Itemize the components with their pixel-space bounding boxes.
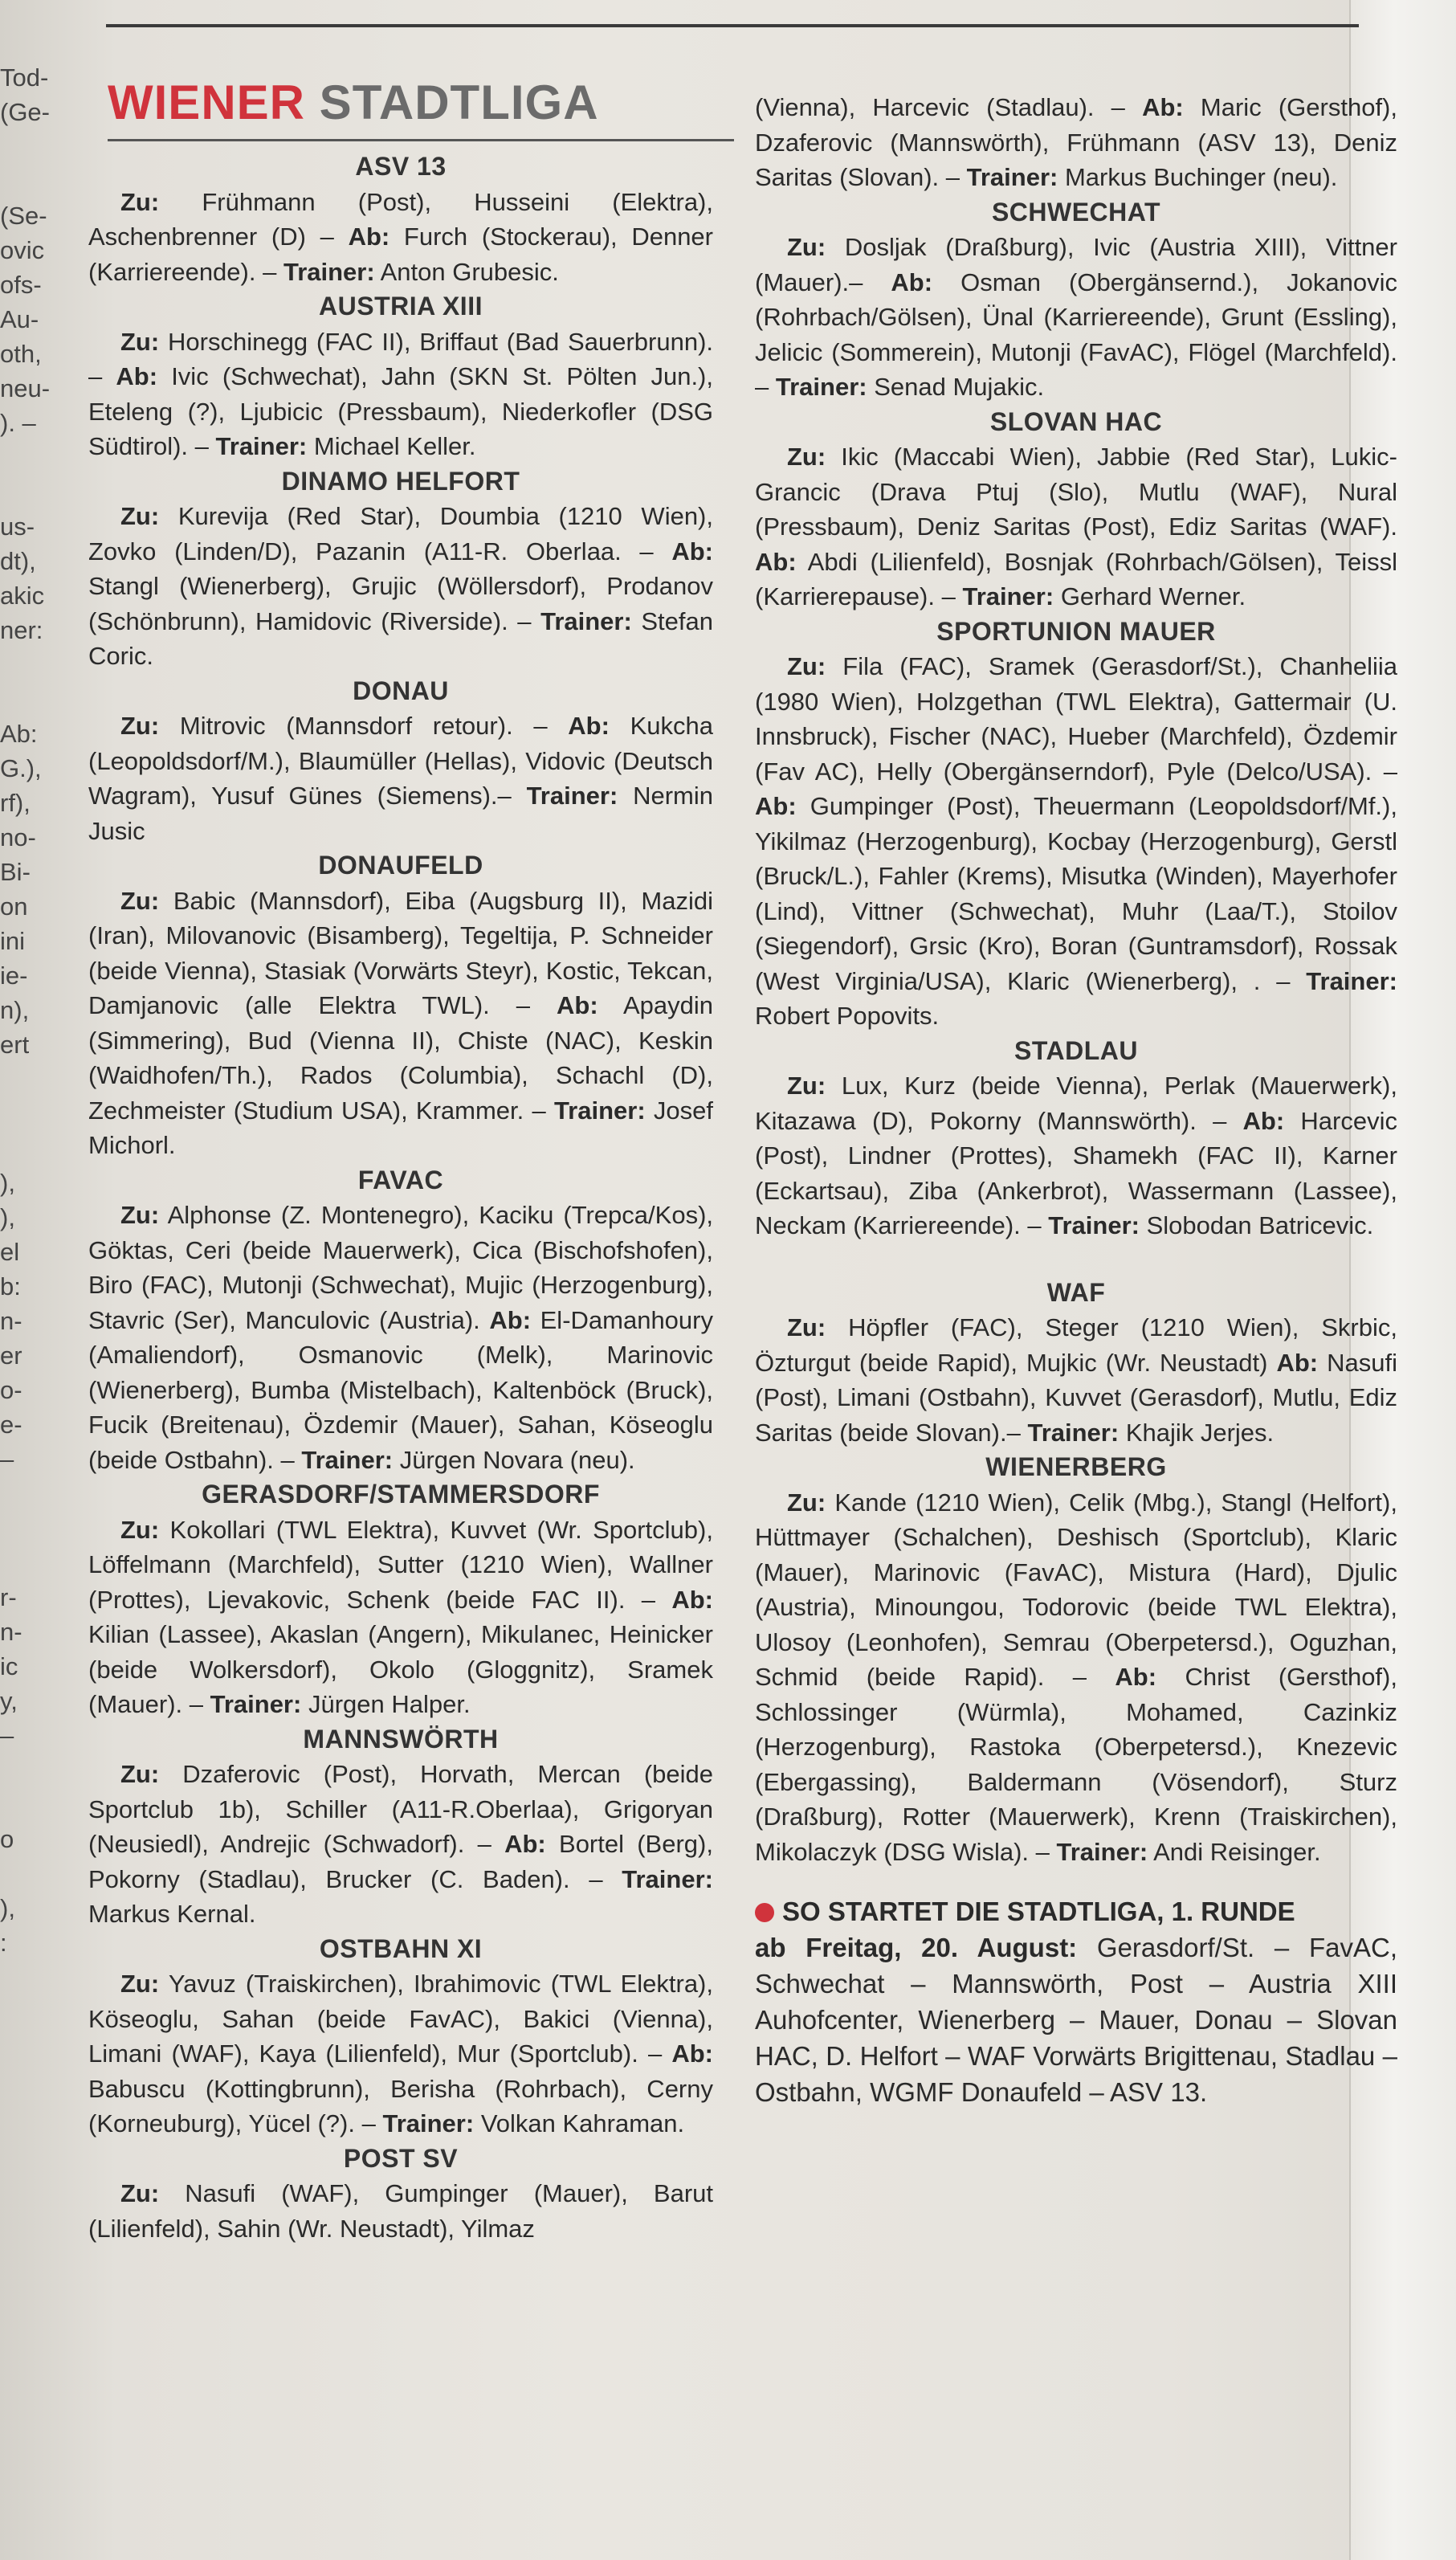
left-fragment [0,1856,50,1891]
trainer-text: Robert Popovits. [755,1002,940,1030]
ab-text: Christ (Gersthof), Schlossinger (Würmla), Mohamed, Cazinkiz (Herzogenburg), Rastoka (Oberpetersd.), Knezevic (Ebergassing), Baldermann (Vösendorf), Sturz (Draßburg), Rotter (Mauerwerk), Krenn (Traiskirchen), Mikolaczyk (DSG Wisla). – [755,1663,1397,1866]
team-transfers [755,1310,1397,1450]
post-cont-ab-label: Ab: [1142,93,1184,121]
team-list-right [755,195,1397,1870]
trainer-label: Trainer: [215,432,308,460]
team-name: STADLAU [1014,1035,1138,1065]
team-block [88,1477,713,1722]
round1-box [755,1893,1397,2110]
left-fragment: o- [0,1376,22,1404]
trainer-label: Trainer: [962,582,1054,610]
zu-label: Zu: [120,2179,160,2207]
bullet-icon [755,1903,774,1922]
post-cont-trainer-label: Trainer: [966,163,1058,191]
ab-text: Ivic (Schwechat), Jahn (SKN St. Pölten Jun.), Eteleng (?), Ljubicic (Pressbaum), Niederkofler (DSG Südtirol). – [88,362,713,460]
ab-text: Furch (Stockerau), Denner (Karriereende). – [88,223,714,286]
team-name: AUSTRIA XIII [319,292,483,321]
left-fragment: akic [0,582,45,610]
trainer-text: Stefan Coric. [88,606,713,670]
left-fragment: e- [0,1411,22,1439]
team-block [88,2141,713,2247]
zu-label: Zu: [120,1201,160,1229]
team-transfers [755,230,1397,405]
left-fragment: o [0,1825,14,1853]
ab-label: Ab: [755,547,797,576]
left-fragment: us- [0,512,35,541]
trainer-text: Anton Grubesic. [380,257,559,286]
left-fragment [0,647,50,682]
team-transfers [88,1198,713,1477]
team-transfers [88,1966,713,2141]
ab-label: Ab: [557,991,598,1019]
trainer-text: Slobodan Batricevic. [1146,1211,1374,1239]
team-name: WAF [1046,1277,1106,1307]
team-name: ASV 13 [355,152,447,181]
ab-label: Ab: [504,1830,546,1858]
left-fragment [0,682,50,717]
team-block [88,1932,713,2141]
team-transfers [755,1485,1397,1870]
left-fragment [0,1787,50,1822]
trainer-text: Michael Keller. [313,432,476,460]
trainer-label: Trainer: [775,373,867,401]
trainer-text: Andi Reisinger. [1153,1837,1321,1866]
trainer-text: Markus Kernal. [88,1900,256,1928]
zu-text: Ikic (Maccabi Wien), Jabbie (Red Star), Lukic-Grancic (Drava Ptuj (Slo), Mutlu (WAF), Nural (Pressbaum), Deniz Saritas (Post), Ediz Saritas (WAF). [755,443,1397,541]
section-title-grey: STADTLIGA [319,76,599,129]
left-fragment [0,1960,50,1995]
zu-label: Zu: [787,1488,826,1517]
team-name: OSTBAHN XI [319,1933,483,1963]
left-fragment: rf), [0,789,31,817]
zu-text: Nasufi (WAF), Gumpinger (Mauer), Barut (Lilienfeld), Sahin (Wr. Neustadt), Yilmaz [88,2179,713,2243]
left-fragment: r- [0,1583,17,1611]
ab-text: Kukcha (Leopoldsdorf/M.), Blaumüller (Hellas), Vidovic (Deutsch Wagram), Yusuf Günes (Siemens).– [88,712,713,810]
team-block [755,1034,1397,1243]
trainer-label: Trainer: [283,257,375,286]
left-fragment: ), [0,1894,15,1922]
ab-label: Ab: [891,267,933,296]
left-fragment: ic [0,1652,18,1680]
zu-label: Zu: [120,712,160,740]
trainer-text: Nermin Jusic [88,782,713,845]
trainer-label: Trainer: [1306,966,1397,995]
ab-text: Abdi (Lilienfeld), Bosnjak (Rohrbach/Gölsen), Teissl (Karrierepause). – [755,547,1397,610]
team-transfers [88,1757,713,1932]
zu-text: Kokollari (TWL Elektra), Kuvvet (Wr. Sportclub), Löffelmann (Marchfeld), Sutter (1210 Wien), Wallner (Prottes), Ljevakovic, Schenk (beide FAC II). – [88,1515,713,1614]
team-block [88,848,713,1163]
ab-label: Ab: [1242,1106,1285,1135]
spacer [755,1243,1397,1276]
team-transfers [88,708,713,848]
ab-label: Ab: [671,1585,713,1614]
zu-text: Lux, Kurz (beide Vienna), Perlak (Mauerwerk), Kitazawa (D), Pokorny (Mannswörth). – [755,1072,1397,1135]
left-fragment: Au- [0,305,39,333]
ab-text: Gumpinger (Post), Theuermann (Leopoldsdorf/Mf.), Yikilmaz (Herzogenburg), Kocbay (Herzogenburg), Gerstl (Bruck/L.), Fahler (Krems), Misutka (Winden), Mayerhofer (Lind), Vittner (Schwechat), Muhr (Laa/T.), Stoilov (Siegendorf), Grsic (Kro), Boran (Guntramsdorf), Rossak (West Virginia/USA), Klaric (Wienerberg), . – [755,792,1397,995]
trainer-label: Trainer: [301,1445,394,1474]
left-fragment: G.), [0,754,42,782]
section-title [108,76,734,141]
round1-fixtures: Gerasdorf/St. – FavAC, Schwechat – Mannswörth, Post – Austria XIII Auhofcenter, Wienerberg – Mauer, Donau – Slovan HAC, D. Helfort – WAF Vorwärts Brigittenau, Stadlau – Ostbahn, WGMF Donaufeld – ASV 13. [755,1933,1397,2107]
ab-label: Ab: [348,223,390,251]
left-fragment: ofs- [0,271,42,299]
team-list-left [88,149,713,2246]
left-fragment: ), [0,1169,15,1197]
ab-text: Babuscu (Kottingbrunn), Berisha (Rohrbach), Cerny (Korneuburg), Yücel (?). – [88,2074,713,2137]
left-fragment [0,1995,50,2029]
left-fragment: ovic [0,236,45,264]
ab-label: Ab: [568,712,610,740]
ab-label: Ab: [755,792,797,820]
team-name: SPORTUNION MAUER [936,616,1216,646]
left-fragment: (Se- [0,202,47,230]
left-fragment: – [0,1721,14,1750]
left-fragment [0,164,50,198]
left-fragment: n- [0,1307,22,1335]
left-fragment [0,1545,50,1580]
left-fragment: ner: [0,616,43,644]
column-right [755,90,1397,2110]
left-fragment: on [0,892,28,921]
team-block [88,1163,713,1478]
team-transfers [88,499,713,674]
trainer-label: Trainer: [540,606,632,635]
left-fragment: dt), [0,547,36,575]
round1-headline: SO STARTET DIE STADTLIGA, 1. RUNDE [782,1897,1295,1926]
ab-label: Ab: [671,537,713,565]
zu-text: Frühmann (Post), Husseini (Elektra), Aschenbrenner (D) – [88,187,713,251]
left-fragment [0,440,50,475]
left-fragment [0,1096,50,1131]
zu-label: Zu: [120,327,160,356]
left-fragment: : [0,1929,7,1957]
left-fragment: ie- [0,962,28,990]
trainer-text: Khajik Jerjes. [1125,1418,1275,1447]
zu-label: Zu: [120,502,160,530]
left-fragment [0,2029,50,2064]
ab-text: Stangl (Wienerberg), Grujic (Wöllersdorf), Prodanov (Schönbrunn), Hamidovic (Riverside). – [88,572,713,635]
team-transfers [88,884,713,1163]
ab-text: Bortel (Berg), Pokorny (Stadlau), Brucker (C. Baden). – [88,1830,713,1893]
zu-label: Zu: [787,652,826,680]
ab-label: Ab: [1276,1348,1319,1377]
left-fragment [0,2064,50,2098]
team-transfers [755,649,1397,1034]
zu-text: Kande (1210 Wien), Celik (Mbg.), Stangl (Helfort), Hüttmayer (Schalchen), Deshisch (Sportclub), Klaric (Mauer), Marinovic (FavAC), Mistura (Hard), Djulic (Austria), Minoungou, Todorovic (beide TWL Elektra), Ulosoy (Leonhofen), Semrau (Oberpetersd.), Oguzhan, Schmid (beide Rapid). – [755,1488,1397,1691]
team-block [755,405,1397,614]
team-transfers [88,185,713,290]
left-fragment: (Ge- [0,98,50,126]
zu-label: Zu: [120,1760,160,1788]
trainer-label: Trainer: [1048,1211,1140,1239]
zu-label: Zu: [120,1515,160,1544]
trainer-label: Trainer: [210,1690,302,1718]
team-name: FAVAC [357,1165,444,1194]
left-fragment: ), [0,1203,15,1231]
team-block [88,464,713,674]
team-transfers [755,1068,1397,1243]
team-name: GERASDORF/STAMMERSDORF [202,1480,600,1509]
zu-label: Zu: [120,187,160,216]
trainer-label: Trainer: [526,782,618,810]
zu-label: Zu: [787,1072,826,1100]
team-name: DONAU [353,676,449,705]
zu-text: Fila (FAC), Sramek (Gerasdorf/St.), Chanheliia (1980 Wien), Holzgethan (TWL Elektra), Gattermair (U. Innsbruck), Fischer (NAC), Hueber (Marchfeld), Özdemir (Fav AC), Helly (Obergänserndorf), Pyle (Delco/USA). – [755,652,1397,786]
zu-text: Mitrovic (Mannsdorf retour). – [179,712,548,740]
post-cont-trainer: Markus Buchinger (neu). [1064,163,1338,191]
trainer-label: Trainer: [382,2109,475,2137]
left-fragment: n- [0,1618,22,1646]
left-fragment: ert [0,1031,30,1059]
left-fragment: Ab: [0,720,38,748]
zu-label: Zu: [120,1970,160,1998]
team-name: POST SV [343,2143,459,2173]
ab-label: Ab: [489,1305,532,1334]
zu-text: Alphonse (Z. Montenegro), Kaciku (Trepca/Kos), Göktas, Ceri (beide Mauerwerk), Cica (Bischofshofen), Biro (FAC), Mutonji (Schwechat), Mujic (Herzogenburg), Stavric (Ser), Manculovic (Austria). [88,1201,713,1334]
zu-text: Babic (Mannsdorf), Eiba (Augsburg II), Mazidi (Iran), Milovanovic (Bisamberg), Tegeltija, P. Schneider (beide Vienna), Stasiak (Vorwärts Steyr), Kostic, Tekcan, Damjanovic (alle Elektra TWL). – [88,886,713,1019]
column-left [88,76,713,2246]
ab-text: Harcevic (Post), Lindner (Prottes), Shamekh (FAC II), Karner (Eckartsau), Ziba (Ankerbrot), Wassermann (Lassee), Neckam (Karriereende). – [755,1106,1397,1239]
trainer-text: Gerhard Werner. [1060,582,1246,610]
section-title-red: WIENER [108,76,305,129]
left-fragment: no- [0,823,36,851]
post-cont-text: (Vienna), Harcevic (Stadlau). – [755,93,1125,121]
trainer-text: Josef Michorl. [88,1096,713,1159]
trainer-label: Trainer: [622,1864,713,1893]
left-fragment: neu- [0,374,50,402]
zu-label: Zu: [120,886,160,915]
team-transfers [88,2176,713,2246]
ab-text: El-Damanhoury (Amaliendorf), Osmanovic (Melk), Marinovic (Wienerberg), Bumba (Mistelbach), Kaltenböck (Bruck), Fucik (Breitenau), Özdemir (Mauer), Sahan, Köseoglu (beide Ostbahn). – [88,1305,713,1474]
trainer-text: Jürgen Halper. [308,1690,471,1718]
ab-label: Ab: [671,2039,713,2068]
team-block [755,195,1397,405]
left-fragment [0,2098,50,2133]
team-block [755,1450,1397,1869]
ab-text: Apaydin (Simmering), Bud (Vienna II), Chiste (NAC), Keskin (Waidhofen/Th.), Rados (Columbia), Schachl (D), Zechmeister (Studium USA), Krammer. – [88,991,713,1125]
left-fragment: Tod- [0,63,49,92]
team-name: DINAMO HELFORT [281,466,520,496]
team-name: SCHWECHAT [991,197,1161,227]
left-fragment: – [0,1445,14,1473]
team-transfers [755,439,1397,614]
post-cont-ab: Maric (Gersthof), Dzaferovic (Mannswörth), Frühmann (ASV 13), Deniz Saritas (Slovan). – [755,93,1397,191]
ab-label: Ab: [116,362,158,390]
team-block [88,1722,713,1932]
team-name: WIENERBERG [985,1452,1167,1481]
team-name: DONAUFELD [318,851,483,880]
left-fragment [0,1511,50,1545]
trainer-text: Jürgen Novara (neu). [399,1445,635,1474]
zu-text: Horschinegg (FAC II), Briffaut (Bad Sauerbrunn). – [88,327,713,390]
left-fragment [0,1062,50,1096]
left-fragment [0,1753,50,1787]
top-rule [106,24,1359,27]
trainer-label: Trainer: [553,1096,646,1125]
left-fragment [0,129,50,164]
ab-text: Osman (Obergänsernd.), Jokanovic (Rohrbach/Gölsen), Ünal (Karriereende), Grunt (Essling), Jelicic (Sommerein), Mutonji (FavAC), Flögel (Marchfeld). – [755,267,1397,401]
zu-label: Zu: [787,1313,826,1341]
team-transfers [88,325,713,464]
ab-text: Nasufi (Post), Limani (Ostbahn), Kuvvet (Gerasdorf), Mutlu, Ediz Saritas (beide Slovan).– [755,1348,1397,1447]
left-fragment: ). – [0,409,36,437]
team-name: MANNSWÖRTH [303,1724,499,1754]
team-block [88,149,713,289]
left-fragment: n), [0,996,30,1024]
zu-text: Höpfler (FAC), Steger (1210 Wien), Skrbic, Özturgut (beide Rapid), Mujkic (Wr. Neustadt) [755,1313,1397,1377]
zu-label: Zu: [787,233,826,261]
trainer-label: Trainer: [1056,1837,1148,1866]
post-sv-continuation [755,90,1397,195]
zu-text: Dzaferovic (Post), Horvath, Mercan (beide Sportclub 1b), Schiller (A11-R.Oberlaa), Grigoryan (Neusiedl), Andrejic (Schwadorf). – [88,1760,713,1858]
ab-label: Ab: [1115,1663,1157,1691]
zu-text: Kurevija (Red Star), Doumbia (1210 Wien), Zovko (Linden/D), Pazanin (A11-R. Oberlaa. – [88,502,713,565]
trainer-text: Volkan Kahraman. [480,2109,685,2137]
team-name: SLOVAN HAC [989,406,1163,436]
trainer-label: Trainer: [1027,1418,1120,1447]
team-block [88,674,713,849]
zu-text: Yavuz (Traiskirchen), Ibrahimovic (TWL Elektra), Köseoglu, Sahan (beide FavAC), Bakici (Vienna), Limani (WAF), Kaya (Lilienfeld), Mur (Sportclub). – [88,1970,713,2068]
team-block [755,1276,1397,1451]
left-fragment [0,1131,50,1166]
left-fragment [0,475,50,509]
team-transfers [88,1513,713,1722]
left-fragment: Bi- [0,858,31,886]
left-fragment: ini [0,927,26,955]
left-fragment: b: [0,1272,21,1300]
zu-label: Zu: [787,443,826,471]
zu-text: Dosljak (Draßburg), Ivic (Austria XIII), Vittner (Mauer).– [755,233,1397,296]
team-block [88,289,713,464]
round1-date: ab Freitag, 20. August: [755,1933,1078,1962]
ab-text: Kilian (Lassee), Akaslan (Angern), Mikulanec, Heinicker (beide Wolkersdorf), Okolo (Gloggnitz), Sramek (Mauer). – [88,1620,713,1718]
trainer-text: Senad Mujakic. [874,373,1045,401]
left-fragment: er [0,1341,22,1370]
left-column-fragments [0,60,50,2550]
left-fragment: oth, [0,340,42,368]
left-fragment [0,2133,50,2167]
left-fragment: y, [0,1687,18,1715]
team-block [755,614,1397,1034]
left-fragment [0,1476,50,1511]
left-fragment: el [0,1238,20,1266]
